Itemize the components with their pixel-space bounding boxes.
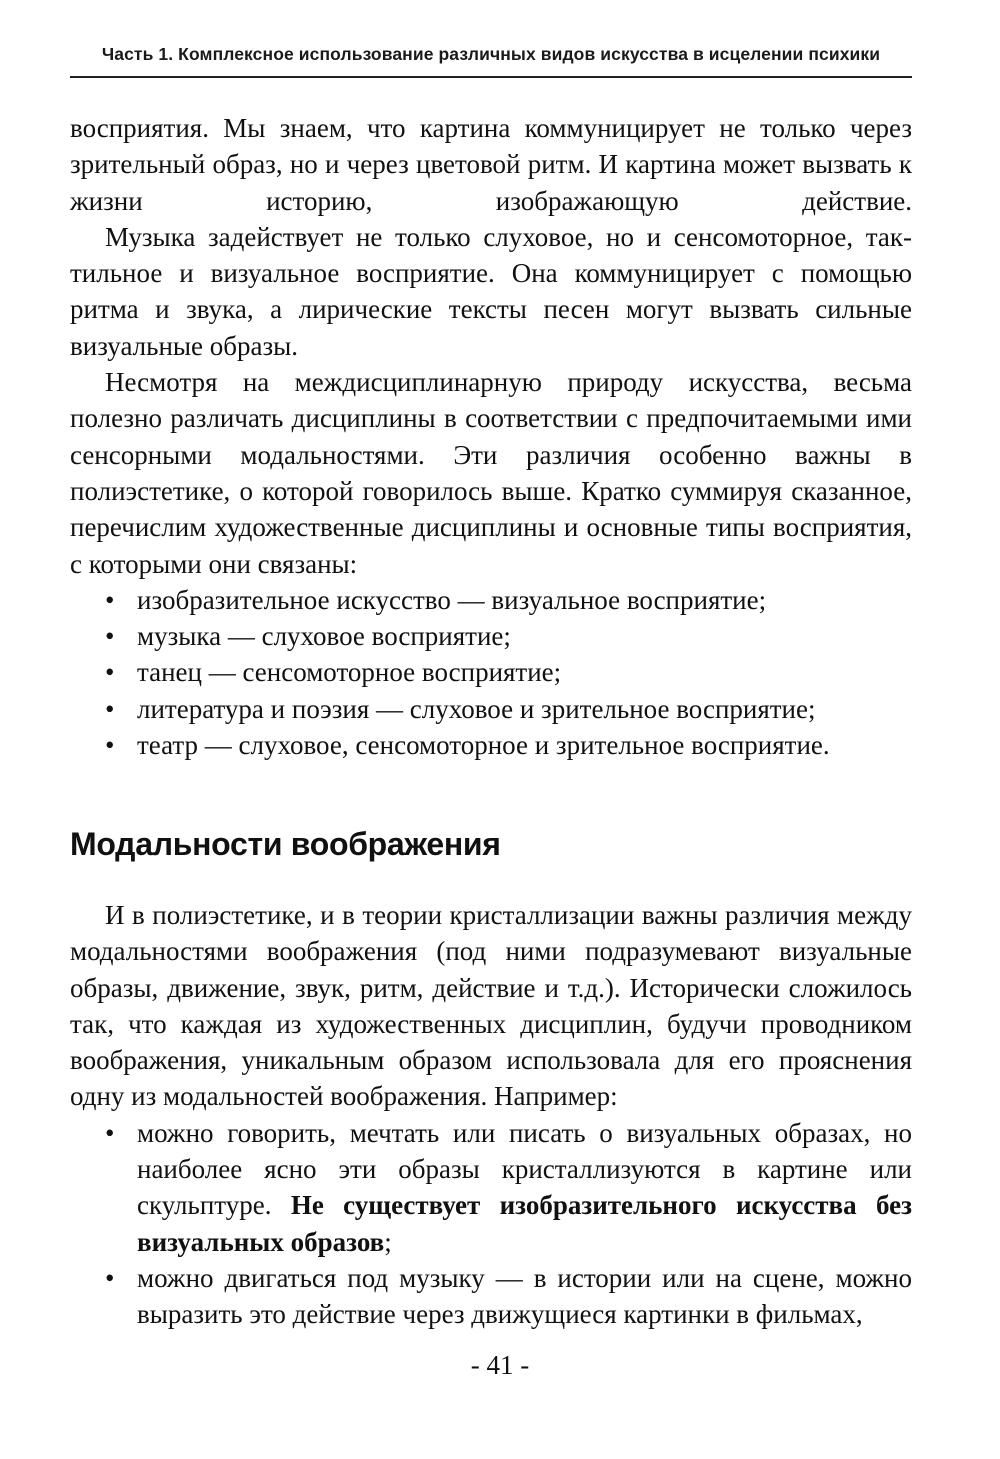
bullet-icon: • [105,621,115,652]
running-header: Часть 1. Комплексное использование различных видов искусства в исцелении психики [101,44,881,64]
bullet-icon: • [105,1117,115,1148]
bullet-icon: • [105,584,115,615]
list-item-text: можно двигаться под музыку — в истории или на сцене, можно выразить это действие через движущиеся картинки в фильмах, [137,1262,912,1330]
section-heading: Модальности воображения [70,826,501,862]
bullet-icon: • [105,657,115,688]
list-item-text: изобразительное искусство — визуальное восприятие; [137,584,767,615]
bullet-icon: • [105,693,115,724]
list-item [70,654,912,690]
list-item [70,582,912,618]
bullet-icon: • [105,730,115,761]
list-item-text: литература и поэзия — слуховое и зрительное восприятие; [137,693,816,724]
imagination-list [70,1115,912,1333]
list-item-text: театр — слуховое, сенсомоторное и зрительное восприятие. [137,730,830,761]
list-item-text: танец — сенсомоторное восприятие; [137,657,562,688]
list-item-text: можно говорить, мечтать или писать о визуальных образах, но наиболее ясно эти образы кристаллизуются в картине или скульптуре. [137,1117,912,1221]
list-item [70,1115,912,1260]
main-text-section [70,897,912,1333]
list-item [70,1260,912,1333]
list-item [70,727,912,763]
paragraph-music: Музыка задействует не только слуховое, но и сенсомоторное, тактильное и визуальное восприятие. Она коммуницирует с помощью ритма и звука, а лирические тексты песен могут вызвать сильные визуальные образы. [70,221,912,361]
list-item-tail: ; [384,1226,392,1257]
list-item-text: музыка — слуховое восприятие; [137,621,511,652]
list-item [70,691,912,727]
list-item [70,618,912,654]
paragraph-continued: восприятия. Мы знаем, что картина коммуницирует не только через зрительный образ, но и через цветовой ритм. И картина может вызвать к жизни историю, изображающую действие. [70,113,912,216]
paragraph-interdisciplinary: Несмотря на междисциплинарную природу искусства, весьма полезно различать дисциплины в соответствии с предпочитаемыми ими сенсорными модальностями. Эти различия особенно важны в полиэстетике, о которой говорилось выше. Кратко суммируя сказанное, перечислим художественные дисциплины и основные типы восприятия, с которыми они связаны: [70,367,912,579]
bullet-icon: • [105,1262,115,1293]
perception-list [70,582,912,763]
list-item-emphasis: Не существует изобразительного искусства без визуальных образов [137,1190,912,1257]
header-rule [70,76,912,78]
section-paragraph: И в полиэстетике, и в теории кристаллизации важны различия между модальностями воображения (под ними подразумевают визуальные образы, движение, звук, ритм, действие и т.д.). Исторически сложилось так, что каждая из художественных дисциплин, будучи проводником воображения, уникальным образом использовала для его прояснения одну из модальностей воображения. Например: [70,900,912,1112]
page-number: - 41 - [470,1350,530,1380]
main-text-top [70,110,912,763]
